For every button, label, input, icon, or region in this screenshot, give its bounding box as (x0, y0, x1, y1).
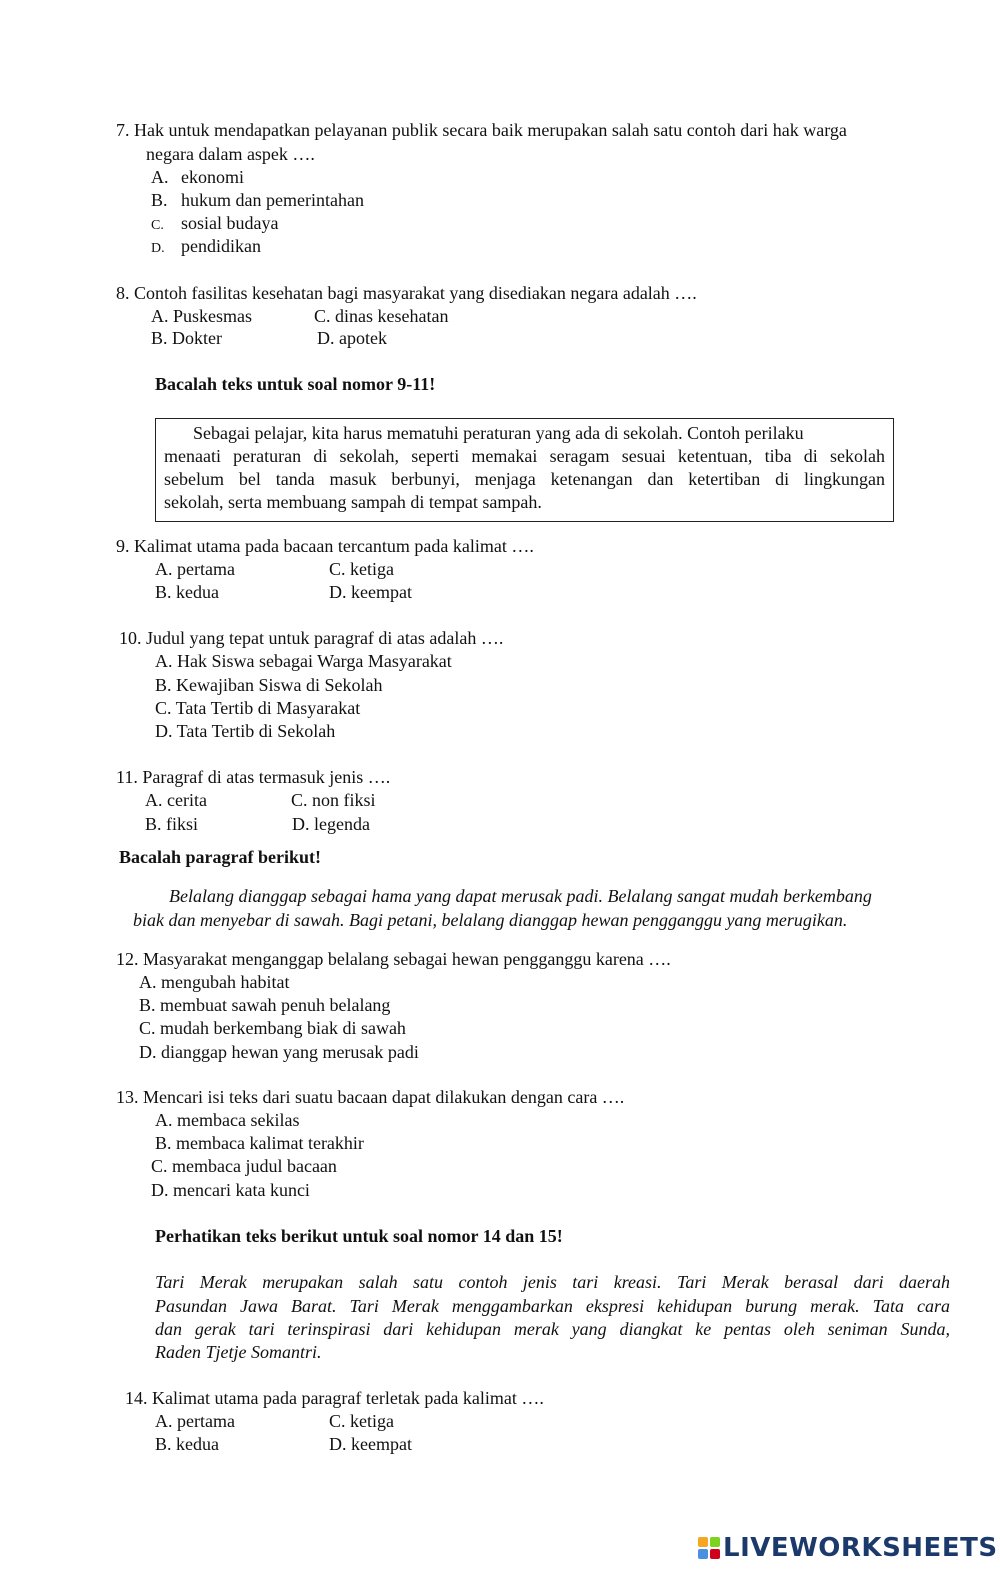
passage3-line1: Tari Merak merupakan salah satu contoh jenis tari kreasi. Tari Merak berasal dari daerah (155, 1272, 950, 1292)
q14-option-c[interactable]: C. ketiga (329, 1411, 394, 1431)
q7-stem-line2: negara dalam aspek …. (146, 144, 315, 164)
q14-option-a[interactable]: A. pertama (155, 1411, 235, 1431)
q12-option-b[interactable]: B. membuat sawah penuh belalang (139, 995, 391, 1015)
q8-stem: 8. Contoh fasilitas kesehatan bagi masyarakat yang disediakan negara adalah …. (116, 283, 697, 303)
passage3-line3: dan gerak tari terinspirasi dari kehidupan merak yang diangkat ke pentas oleh seniman Sunda, (155, 1319, 950, 1339)
section-heading-9-11: Bacalah teks untuk soal nomor 9-11! (155, 374, 436, 394)
q8-option-b[interactable]: B. Dokter (151, 328, 222, 348)
liveworksheets-logo-text: LIVEWORKSHEETS (723, 1532, 998, 1563)
passage3-line2: Pasundan Jawa Barat. Tari Merak menggambarkan ekspresi kehidupan burung merak. Tata cara (155, 1296, 950, 1316)
q11-option-b[interactable]: B. fiksi (145, 814, 199, 834)
section-heading-paragraph: Bacalah paragraf berikut! (119, 847, 321, 867)
q14-option-d[interactable]: D. keempat (329, 1434, 412, 1454)
q13-option-c[interactable]: C. membaca judul bacaan (151, 1156, 337, 1176)
q8-option-a[interactable]: A. Puskesmas (151, 306, 253, 326)
q7-option-d[interactable]: D. pendidikan (151, 236, 261, 256)
q10-option-d[interactable]: D. Tata Tertib di Sekolah (155, 721, 336, 741)
q8-option-c[interactable]: C. dinas kesehatan (314, 306, 449, 326)
q8-option-d[interactable]: D. apotek (317, 328, 387, 348)
q11-option-d[interactable]: D. legenda (292, 814, 370, 834)
q10-stem: 10. Judul yang tepat untuk paragraf di atas adalah …. (119, 628, 504, 648)
q13-option-b[interactable]: B. membaca kalimat terakhir (155, 1133, 364, 1153)
q11-option-c[interactable]: C. non fiksi (291, 790, 376, 810)
passage2-line2: biak dan menyebar di sawah. Bagi petani, belalang dianggap hewan pengganggu yang merugikan. (133, 910, 848, 930)
passage1-line1: Sebagai pelajar, kita harus mematuhi peraturan yang ada di sekolah. Contoh perilaku (193, 423, 804, 443)
q14-stem: 14. Kalimat utama pada paragraf terletak pada kalimat …. (125, 1388, 544, 1408)
q9-option-d[interactable]: D. keempat (329, 582, 412, 602)
q7-stem-line1: 7. Hak untuk mendapatkan pelayanan publik secara baik merupakan salah satu contoh dari hak warga (116, 120, 847, 140)
liveworksheets-logo[interactable] (698, 1533, 998, 1563)
q9-option-a[interactable]: A. pertama (155, 559, 235, 579)
q9-option-c[interactable]: C. ketiga (329, 559, 394, 579)
q13-option-d[interactable]: D. mencari kata kunci (151, 1180, 310, 1200)
passage1-line3: sebelum bel tanda masuk berbunyi, menjaga ketenangan dan ketertiban di lingkungan (164, 469, 885, 489)
q10-option-b[interactable]: B. Kewajiban Siswa di Sekolah (155, 675, 383, 695)
q13-stem: 13. Mencari isi teks dari suatu bacaan dapat dilakukan dengan cara …. (116, 1087, 625, 1107)
q11-option-a[interactable]: A. cerita (145, 790, 207, 810)
passage2-line1: Belalang dianggap sebagai hama yang dapat merusak padi. Belalang sangat mudah berkembang (169, 886, 872, 906)
q7-option-c[interactable]: C. sosial budaya (151, 213, 279, 233)
q10-option-c[interactable]: C. Tata Tertib di Masyarakat (155, 698, 361, 718)
q9-stem: 9. Kalimat utama pada bacaan tercantum pada kalimat …. (116, 536, 534, 556)
q14-option-b[interactable]: B. kedua (155, 1434, 219, 1454)
q12-stem: 12. Masyarakat menganggap belalang sebagai hewan pengganggu karena …. (116, 949, 671, 969)
passage3-line4: Raden Tjetje Somantri. (155, 1342, 322, 1362)
q12-option-d[interactable]: D. dianggap hewan yang merusak padi (139, 1042, 419, 1062)
passage1-line4: sekolah, serta membuang sampah di tempat sampah. (164, 492, 542, 512)
q12-option-a[interactable]: A. mengubah habitat (139, 972, 290, 992)
q9-option-b[interactable]: B. kedua (155, 582, 219, 602)
q13-option-a[interactable]: A. membaca sekilas (155, 1110, 300, 1130)
q7-option-b[interactable]: B. hukum dan pemerintahan (151, 190, 364, 210)
passage1-line2: menaati peraturan di sekolah, seperti memakai seragam sesuai ketentuan, tiba di sekolah (164, 446, 885, 466)
q12-option-c[interactable]: C. mudah berkembang biak di sawah (139, 1018, 406, 1038)
section-heading-14-15: Perhatikan teks berikut untuk soal nomor 14 dan 15! (155, 1226, 563, 1246)
q11-stem: 11. Paragraf di atas termasuk jenis …. (116, 767, 391, 787)
q7-option-a[interactable]: A. ekonomi (151, 167, 244, 187)
q10-option-a[interactable]: A. Hak Siswa sebagai Warga Masyarakat (155, 651, 452, 671)
liveworksheets-logo-icon (698, 1537, 720, 1559)
